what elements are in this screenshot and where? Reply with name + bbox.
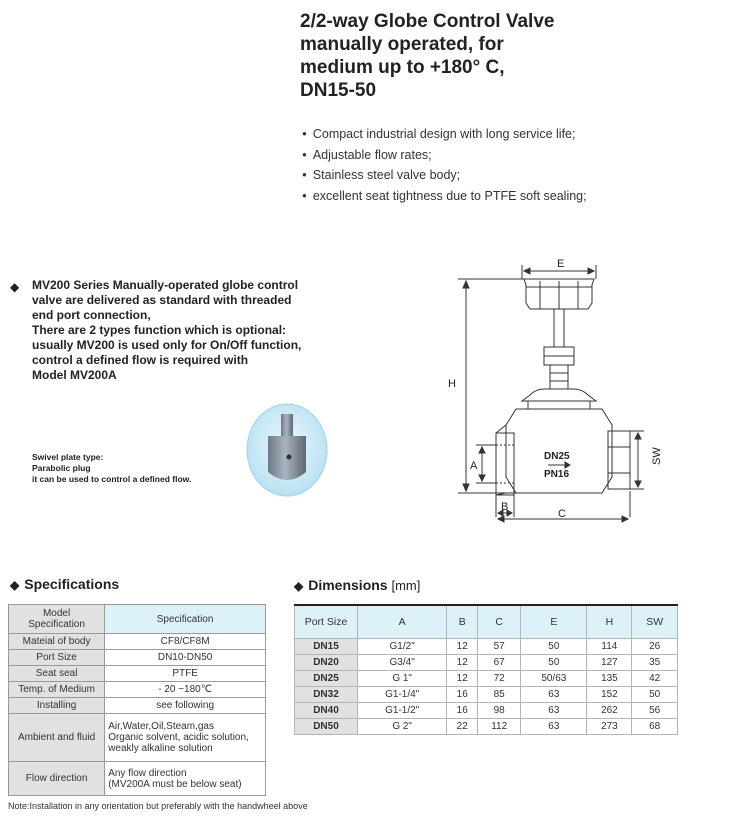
feature-item: ● excellent seat tightness due to PTFE soft sealing; — [302, 187, 587, 208]
table-row — [9, 714, 266, 762]
dimension-cell: 16 — [447, 703, 478, 719]
column-header: Port Size — [295, 605, 358, 639]
column-header: E — [521, 605, 587, 639]
feature-item: ● Adjustable flow rates; — [302, 146, 587, 167]
spec-label: Seat seal — [9, 666, 105, 682]
spec-value — [105, 714, 266, 762]
dimension-cell: 50 — [521, 655, 587, 671]
table-row — [9, 666, 266, 682]
feature-item: ● Compact industrial design with long service life; — [302, 125, 587, 146]
dim-label-sw: SW — [651, 447, 663, 465]
dimension-cell: 22 — [447, 719, 478, 735]
intro-description — [32, 278, 352, 383]
dim-label-h: H — [448, 378, 456, 390]
intro-line: end port connection, — [32, 308, 151, 322]
dimension-cell: 63 — [521, 687, 587, 703]
dim-label-b: B — [501, 501, 509, 513]
dimension-cell: 63 — [521, 703, 587, 719]
dimension-cell: 114 — [587, 639, 632, 655]
column-header: H — [587, 605, 632, 639]
installation-note: Note:Installation in any orientation but preferably with the handwheel above — [8, 801, 308, 811]
dimension-cell: 85 — [478, 687, 521, 703]
dimension-cell: 72 — [478, 671, 521, 687]
dimension-cell: G1-1/4" — [358, 687, 447, 703]
swivel-line: it can be used to control a defined flow. — [32, 474, 192, 484]
table-row — [9, 682, 266, 698]
page-title — [300, 10, 740, 102]
table-row — [9, 698, 266, 714]
table-row — [295, 719, 678, 735]
dimension-cell: G1/2" — [358, 639, 447, 655]
intro-line: Model MV200A — [32, 368, 117, 382]
intro-line: usually MV200 is used only for On/Off function, — [32, 338, 302, 352]
port-size-cell: DN40 — [295, 703, 358, 719]
intro-line: MV200 Series Manually-operated globe control — [32, 278, 299, 292]
dn-label: DN25 — [544, 451, 570, 462]
dimension-cell: 98 — [478, 703, 521, 719]
dimension-cell: 56 — [632, 703, 678, 719]
spec-label: Installing — [9, 698, 105, 714]
spec-value-line: (MV200A must be below seat) — [108, 778, 242, 790]
dimension-cell: 35 — [632, 655, 678, 671]
spec-value — [105, 762, 266, 796]
spec-label: Port Size — [9, 650, 105, 666]
dimension-cell: 67 — [478, 655, 521, 671]
dimension-cell: G1-1/2" — [358, 703, 447, 719]
spec-value: PTFE — [105, 666, 266, 682]
spec-value: DN10-DN50 — [105, 650, 266, 666]
dimension-cell: 127 — [587, 655, 632, 671]
header-cell — [9, 605, 105, 634]
dimension-cell: 12 — [447, 671, 478, 687]
spec-value: CF8/CF8M — [105, 634, 266, 650]
diamond-bullet-icon: ◆ — [294, 579, 304, 593]
column-header: A — [358, 605, 447, 639]
port-size-cell: DN20 — [295, 655, 358, 671]
diamond-bullet-icon: ◆ — [10, 578, 20, 592]
dimensions-heading — [294, 577, 420, 593]
dimensions-title: Dimensions — [308, 577, 388, 593]
spec-label: Mateial of body — [9, 634, 105, 650]
feature-item: ● Stainless steel valve body; — [302, 166, 587, 187]
table-row — [295, 687, 678, 703]
specifications-heading — [10, 576, 119, 592]
port-size-cell: DN50 — [295, 719, 358, 735]
spec-label: Ambient and fluid — [9, 714, 105, 762]
column-header: B — [447, 605, 478, 639]
dimension-cell: 50/63 — [521, 671, 587, 687]
table-row — [9, 605, 266, 634]
dimension-cell: 16 — [447, 687, 478, 703]
dimension-cell: 50 — [632, 687, 678, 703]
title-line: medium up to +180° C, — [300, 57, 505, 78]
table-row — [9, 762, 266, 796]
title-line: 2/2-way Globe Control Valve — [300, 11, 555, 32]
dimension-cell: 12 — [447, 655, 478, 671]
swivel-line: Parabolic plug — [32, 463, 91, 473]
feature-list — [302, 125, 587, 207]
spec-value-line: Organic solvent, acidic solution, — [108, 732, 249, 743]
spec-value: see following — [105, 698, 266, 714]
header-line: Specification — [28, 619, 85, 630]
diamond-bullet-icon: ◆ — [10, 280, 20, 294]
dimensions-unit: [mm] — [391, 578, 421, 593]
dimension-cell: 63 — [521, 719, 587, 735]
intro-line: There are 2 types function which is optional: — [32, 323, 287, 337]
spec-label: Flow direction — [9, 762, 105, 796]
dimension-cell: 12 — [447, 639, 478, 655]
header-cell: Specification — [105, 605, 266, 634]
swivel-plate-caption — [32, 452, 191, 485]
port-size-cell: DN32 — [295, 687, 358, 703]
table-row — [9, 650, 266, 666]
dim-label-a: A — [470, 460, 478, 472]
dimensions-body — [295, 639, 678, 735]
dimension-cell: 112 — [478, 719, 521, 735]
column-header: C — [478, 605, 521, 639]
dimension-cell: 26 — [632, 639, 678, 655]
column-header: SW — [632, 605, 678, 639]
table-row — [295, 703, 678, 719]
dimension-cell: 57 — [478, 639, 521, 655]
specifications-title: Specifications — [24, 576, 120, 592]
spec-value-line: Any flow direction — [108, 767, 187, 779]
spec-value-line: Air,Water,Oil,Steam,gas — [108, 721, 214, 732]
dimension-cell: G 2" — [358, 719, 447, 735]
dimension-cell: 262 — [587, 703, 632, 719]
title-line: DN15-50 — [300, 80, 377, 101]
dimension-cell: 273 — [587, 719, 632, 735]
table-row — [295, 639, 678, 655]
dim-label-c: C — [558, 508, 566, 520]
dimension-cell: 68 — [632, 719, 678, 735]
table-row — [295, 655, 678, 671]
parabolic-plug-image — [244, 402, 330, 498]
dim-label-e: E — [557, 258, 565, 270]
table-row — [9, 634, 266, 650]
dimensions-table — [294, 604, 678, 735]
port-size-cell: DN15 — [295, 639, 358, 655]
port-size-cell: DN25 — [295, 671, 358, 687]
dimension-cell: G3/4" — [358, 655, 447, 671]
intro-line: valve are delivered as standard with threaded — [32, 293, 292, 307]
dimension-cell: G 1" — [358, 671, 447, 687]
dimension-cell: 135 — [587, 671, 632, 687]
spec-value: - 20 ~180℃ — [105, 682, 266, 698]
spec-label: Temp. of Medium — [9, 682, 105, 698]
pn-label: PN16 — [544, 469, 570, 480]
dimension-cell: 152 — [587, 687, 632, 703]
table-row — [295, 605, 678, 639]
dimension-cell: 50 — [521, 639, 587, 655]
intro-line: control a defined flow is required with — [32, 353, 249, 367]
table-row — [295, 671, 678, 687]
specifications-table — [8, 604, 266, 796]
dimension-cell: 42 — [632, 671, 678, 687]
header-line: Model — [42, 608, 71, 619]
title-line: manually operated, for — [300, 34, 504, 55]
swivel-line: Swivel plate type: — [32, 452, 104, 462]
valve-technical-drawing — [440, 255, 670, 530]
spec-value-line: weakly alkaline solution — [108, 743, 213, 754]
